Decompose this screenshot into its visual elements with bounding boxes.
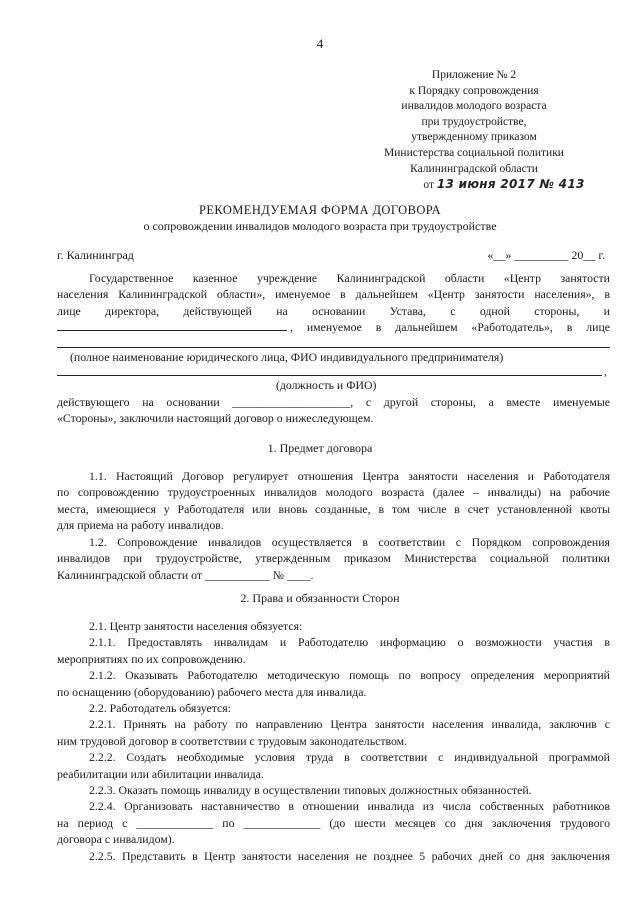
text-line: «Стороны», заключили настоящий договор о нижеследующем. bbox=[57, 411, 374, 426]
document-subtitle: о сопровождении инвалидов молодого возраста при трудоустройстве bbox=[143, 219, 497, 233]
text-line: инвалидов при трудоустройстве, утвержденным приказом Министерства социальной политики bbox=[57, 551, 610, 566]
employer-name-blank bbox=[57, 330, 287, 331]
text-line: населения Калининградской области», именуемое в дальнейшем «Центр занятости населения», в bbox=[57, 287, 610, 302]
text-line: по оснащению (оборудованию) рабочего места для инвалида. bbox=[57, 684, 367, 699]
appendix-line: утвержденному приказом bbox=[411, 131, 537, 144]
text-line: 2.2. Работодатель обязуется: bbox=[89, 701, 231, 716]
text-line: 2.2.2. Создать необходимые условия труда в соответствии с индивидуальной программой bbox=[89, 750, 610, 765]
text-line: Государственное казенное учреждение Калининградской области «Центр занятости bbox=[89, 271, 610, 285]
page-number: 4 bbox=[316, 36, 324, 51]
text-line: для приема на работу инвалидов. bbox=[57, 518, 224, 533]
clause-1-2 bbox=[57, 534, 610, 583]
line-end-comma: , bbox=[604, 364, 607, 378]
intro-paragraph-end bbox=[57, 394, 610, 427]
text-line: 2.1.2. Оказывать Работодателю методическую помощь по вопросу определения мероприятий bbox=[89, 668, 610, 683]
text-line: 2.2.3. Оказать помощь инвалиду в осуществлении типовых должностных обязанностей. bbox=[89, 783, 532, 798]
text-line: Калининградской области от ___________ № ____. bbox=[57, 567, 314, 582]
text-line: договора с инвалидом). bbox=[57, 832, 175, 847]
text-line: реабилитации или абилитации инвалида. bbox=[57, 766, 264, 781]
appendix-line: Приложение № 2 bbox=[431, 69, 517, 81]
fill-in-line bbox=[57, 347, 610, 348]
text-line: 1.2. Сопровождение инвалидов осуществляется в соответствии с Порядком сопровождения bbox=[89, 535, 610, 549]
text-line: ним трудовой договор в соответствии с трудовым законодательством. bbox=[57, 733, 408, 748]
text-line: 2.1.1. Предоставлять инвалидам и Работодателю информацию о возможности участия в bbox=[89, 635, 610, 650]
appendix-date-prefix: от bbox=[423, 179, 434, 192]
text-line: 2.2.5. Представить в Центр занятости населения не позднее 5 рабочих дней со дня заключения bbox=[89, 848, 610, 863]
city: г. Калининград bbox=[57, 248, 134, 262]
clause-1-1 bbox=[57, 468, 610, 534]
appendix-line: к Порядку сопровождения bbox=[409, 84, 539, 97]
caption-entity-name: (полное наименование юридического лица, ФИО индивидуального предпринимателя) bbox=[70, 350, 504, 364]
appendix-line: при трудоустройстве, bbox=[421, 115, 527, 128]
text-line: лице директора, действующей на основании Устава, с одной стороны, и bbox=[57, 303, 610, 318]
text-line: 1.1. Настоящий Договор регулирует отношения Центра занятости населения и Работодателя bbox=[89, 469, 610, 483]
text-line: на период с _____________ по _____________ (до шести месяцев со дня заключения трудового bbox=[57, 815, 610, 830]
appendix-line: Калининградской области bbox=[410, 162, 538, 175]
text-line: мероприятиях по их сопровождению. bbox=[57, 651, 246, 666]
appendix-line: Министерства социальной политики bbox=[384, 146, 564, 159]
section-heading: 1. Предмет договора bbox=[267, 441, 373, 455]
appendix-date-line bbox=[344, 177, 604, 194]
text-line: , именуемое в дальнейшем «Работодатель», в лице bbox=[290, 320, 610, 334]
document-title: РЕКОМЕНДУЕМАЯ ФОРМА ДОГОВОРА bbox=[199, 203, 441, 217]
appendix-line: инвалидов молодого возраста bbox=[401, 100, 547, 113]
contract-date-blank: «__» _________ 20__ г. bbox=[487, 248, 605, 262]
section-2-body bbox=[57, 618, 610, 864]
caption-position-name: (должность и ФИО) bbox=[276, 378, 377, 392]
text-line: места, имеющиеся у Работодателя или вновь созданные, в том числе в счет установленной квоты bbox=[57, 501, 610, 516]
intro-paragraph bbox=[57, 270, 610, 319]
text-line: 2.2.1. Принять на работу по направлению Центра занятости населения инвалида, заключив с bbox=[89, 717, 610, 732]
section-heading: 2. Права и обязанности Сторон bbox=[240, 591, 400, 605]
text-line: действующего на основании ____________________, с другой стороны, а вместе именуемые bbox=[57, 395, 610, 409]
appendix-block bbox=[344, 68, 604, 194]
text-line: по сопровождению трудоустроенных инвалидов молодого возраста (далее – инвалиды) на рабочие bbox=[57, 485, 610, 500]
fill-in-line bbox=[57, 375, 602, 376]
text-line: 2.2.4. Организовать наставничество в отношении инвалида из числа собственных работников bbox=[89, 799, 610, 814]
text-line: 2.1. Центр занятости населения обязуется: bbox=[89, 619, 303, 633]
intro-line bbox=[290, 319, 610, 335]
handwritten-date-number: 13 июня 2017 № 413 bbox=[436, 177, 585, 192]
